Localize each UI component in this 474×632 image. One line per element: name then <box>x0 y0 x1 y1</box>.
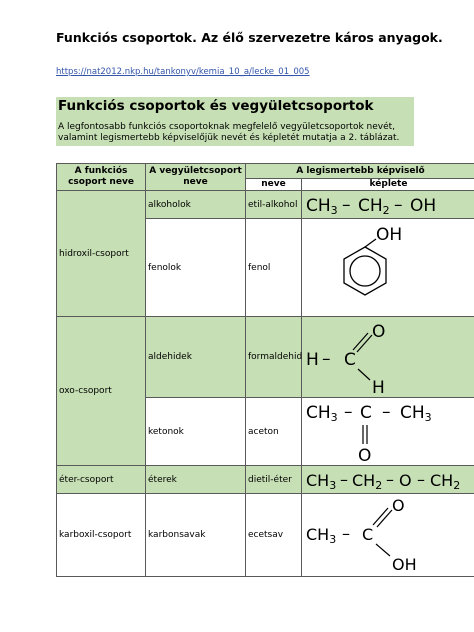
svg-text:OH: OH <box>392 555 417 574</box>
svg-text:–: – <box>394 195 403 215</box>
svg-text:CH3: CH3 <box>306 196 338 217</box>
compound-name: ketonok <box>146 398 246 466</box>
table-row <box>57 494 474 577</box>
rep-name: fenol <box>246 219 302 317</box>
svg-text:–: – <box>386 470 394 489</box>
svg-text:H: H <box>306 350 319 370</box>
formaldehyde-formula-svg <box>302 317 474 397</box>
compound-name: fenolok <box>146 219 246 317</box>
table-row <box>57 466 474 494</box>
compound-name: aldehidek <box>146 317 246 398</box>
svg-text:H: H <box>372 378 385 397</box>
svg-text:–: – <box>342 195 351 215</box>
svg-text:–: – <box>342 524 350 543</box>
intro-text: A legfontosabb funkciós csoportoknak megfelelő vegyületcsoportok nevét, valamint legismertebb képviselőjük nevét és képletét mutatja a 2. táblázat. <box>58 122 400 143</box>
svg-text:CH2: CH2 <box>358 196 390 217</box>
svg-text:OH: OH <box>376 225 403 245</box>
svg-text:C: C <box>344 350 356 370</box>
source-link[interactable]: https://nat2012.nkp.hu/tankonyv/kemia_10_a/lecke_01_005 <box>56 67 310 77</box>
header-representative: A legismertebb képviselő <box>246 164 474 179</box>
compound-name: alkoholok <box>146 191 246 219</box>
group-name: oxo-csoport <box>57 317 146 466</box>
formula-acetone <box>302 398 474 466</box>
ethanol-formula-svg <box>302 191 474 218</box>
svg-text:O: O <box>399 471 412 490</box>
header-rep-name: neve <box>246 179 302 191</box>
svg-text:–: – <box>340 470 348 489</box>
svg-text:O: O <box>392 496 405 515</box>
svg-text:OH: OH <box>410 196 437 216</box>
rep-name: aceton <box>246 398 302 466</box>
group-name: éter-csoport <box>57 466 146 494</box>
svg-text:–: – <box>417 470 425 489</box>
table-row <box>57 191 474 219</box>
svg-text:–: – <box>344 402 353 422</box>
svg-text:CH3: CH3 <box>306 525 337 546</box>
svg-text:O: O <box>372 322 386 342</box>
svg-text:CH3: CH3 <box>400 403 432 424</box>
compound-name: éterek <box>146 466 246 494</box>
svg-text:O: O <box>358 446 372 465</box>
rep-name: etil-alkohol <box>246 191 302 219</box>
formula-acetic-acid <box>302 494 474 577</box>
phenol-formula-svg <box>302 219 474 316</box>
svg-text:CH2: CH2 <box>430 471 461 492</box>
table-row <box>57 317 474 398</box>
formula-formaldehyde <box>302 317 474 398</box>
document-title: Funkciós csoportok. Az élő szervezetre káros anyagok. <box>56 30 443 45</box>
svg-text:CH3: CH3 <box>306 403 338 424</box>
rep-name: ecetsav <box>246 494 302 577</box>
rep-name: dietil-éter <box>246 466 302 494</box>
svg-text:–: – <box>322 349 331 369</box>
svg-text:–: – <box>382 402 391 422</box>
section-heading: Funkciós csoportok és vegyületcsoportok <box>58 98 374 114</box>
acetic-acid-formula-svg <box>302 494 474 576</box>
functional-groups-table <box>56 163 474 577</box>
svg-text:CH2: CH2 <box>352 471 383 492</box>
group-name: hidroxil-csoport <box>57 191 146 317</box>
svg-text:CH3: CH3 <box>306 471 337 492</box>
formula-ethanol <box>302 191 474 219</box>
intro-box <box>56 97 414 146</box>
acetone-formula-svg <box>302 398 474 465</box>
svg-text:C: C <box>362 525 374 544</box>
header-compound: A vegyületcsoport neve <box>146 164 246 191</box>
formula-phenol <box>302 219 474 317</box>
group-name: karboxil-csoport <box>57 494 146 577</box>
svg-text:C: C <box>360 403 372 423</box>
compound-name: karbonsavak <box>146 494 246 577</box>
header-group: A funkciós csoport neve <box>57 164 146 191</box>
formula-ether <box>302 466 474 494</box>
ether-formula-svg <box>302 466 474 493</box>
header-rep-formula: képlete <box>302 179 474 191</box>
rep-name: formaldehid <box>246 317 302 398</box>
